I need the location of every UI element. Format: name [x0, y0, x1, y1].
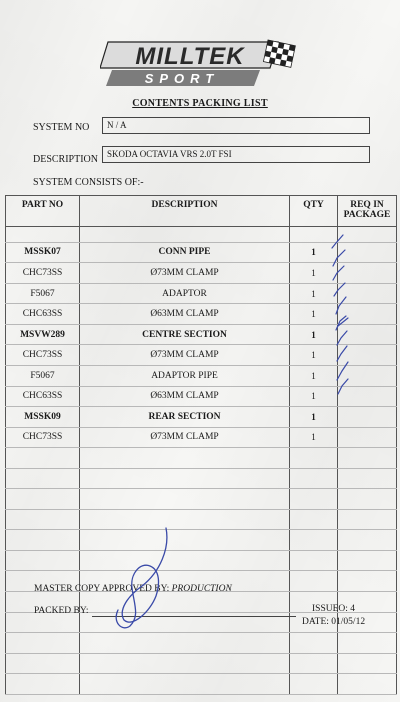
blank-row	[6, 509, 397, 530]
empty-cell	[6, 227, 80, 243]
blank-row	[6, 653, 397, 674]
blank-row	[6, 530, 397, 551]
description-cell: ADAPTOR PIPE	[80, 366, 290, 387]
empty-cell	[338, 509, 397, 530]
part-no-cell: CHC73SS	[6, 263, 80, 284]
system-consists-label: SYSTEM CONSISTS OF:-	[33, 177, 144, 188]
table-row	[6, 283, 397, 304]
header-req-in-package: REQ IN PACKAGE	[338, 196, 397, 227]
empty-cell	[6, 633, 80, 654]
table-row	[6, 324, 397, 345]
empty-cell	[338, 653, 397, 674]
qty-cell: 1	[290, 427, 338, 448]
empty-cell	[80, 653, 290, 674]
empty-cell	[338, 448, 397, 469]
header-description: DESCRIPTION	[80, 196, 290, 227]
part-no-cell: CHC63SS	[6, 386, 80, 407]
qty-cell: 1	[290, 345, 338, 366]
empty-cell	[290, 227, 338, 243]
table-row	[6, 366, 397, 387]
req-in-package-cell	[338, 242, 397, 263]
table-row	[6, 407, 397, 428]
empty-cell	[290, 509, 338, 530]
empty-cell	[290, 653, 338, 674]
empty-cell	[80, 530, 290, 551]
description-cell: REAR SECTION	[80, 407, 290, 428]
req-in-package-cell	[338, 283, 397, 304]
empty-cell	[338, 489, 397, 510]
req-in-package-cell	[338, 427, 397, 448]
master-copy-value: PRODUCTION	[171, 584, 232, 594]
empty-cell	[6, 530, 80, 551]
part-no-cell: F5067	[6, 283, 80, 304]
empty-cell	[290, 489, 338, 510]
description-cell: ADAPTOR	[80, 283, 290, 304]
part-no-cell: MSVW289	[6, 324, 80, 345]
empty-cell	[80, 448, 290, 469]
blank-row	[6, 674, 397, 695]
empty-cell	[290, 448, 338, 469]
issue-number: ISSUEO: 4	[312, 604, 356, 614]
blank-row	[6, 550, 397, 571]
part-no-cell: CHC73SS	[6, 427, 80, 448]
table-row	[6, 427, 397, 448]
table-row	[6, 263, 397, 284]
req-in-package-cell	[338, 407, 397, 428]
table-row	[6, 386, 397, 407]
empty-cell	[80, 509, 290, 530]
table-row	[6, 345, 397, 366]
empty-cell	[338, 530, 397, 551]
packed-by-signature-line	[92, 616, 296, 617]
req-in-package-cell	[338, 324, 397, 345]
empty-cell	[80, 489, 290, 510]
description-cell: Ø73MM CLAMP	[80, 345, 290, 366]
logo-line2: SPORT	[144, 71, 220, 86]
description-cell: Ø63MM CLAMP	[80, 304, 290, 325]
header-part-no: PART NO	[6, 196, 80, 227]
table-header-row	[6, 196, 397, 227]
issue-date: DATE: 01/05/12	[302, 617, 366, 627]
master-copy-label: MASTER COPY APPROVED BY:	[34, 584, 170, 594]
blank-row	[6, 489, 397, 510]
description-cell: Ø73MM CLAMP	[80, 263, 290, 284]
description-field: SKODA OCTAVIA VRS 2.0T FSI	[102, 146, 370, 163]
qty-cell: 1	[290, 366, 338, 387]
part-no-cell: MSSK09	[6, 407, 80, 428]
description-label: DESCRIPTION	[33, 154, 99, 165]
part-no-cell: CHC73SS	[6, 345, 80, 366]
empty-cell	[338, 571, 397, 592]
part-no-cell: MSSK07	[6, 242, 80, 263]
empty-cell	[290, 468, 338, 489]
part-no-cell: CHC63SS	[6, 304, 80, 325]
empty-cell	[338, 633, 397, 654]
empty-cell	[290, 633, 338, 654]
empty-cell	[6, 674, 80, 695]
req-in-package-cell	[338, 304, 397, 325]
req-in-package-cell	[338, 366, 397, 387]
table-row	[6, 242, 397, 263]
master-copy-line	[34, 584, 232, 594]
empty-cell	[6, 550, 80, 571]
table-row	[6, 304, 397, 325]
description-cell: Ø73MM CLAMP	[80, 427, 290, 448]
part-no-cell: F5067	[6, 366, 80, 387]
empty-cell	[290, 550, 338, 571]
milltek-sport-logo	[100, 38, 300, 90]
empty-cell	[338, 674, 397, 695]
empty-cell	[338, 468, 397, 489]
header-qty: QTY	[290, 196, 338, 227]
empty-cell	[6, 489, 80, 510]
empty-cell	[338, 550, 397, 571]
packed-by-label: PACKED BY:	[34, 606, 89, 616]
description-cell: CONN PIPE	[80, 242, 290, 263]
qty-cell: 1	[290, 304, 338, 325]
empty-cell	[6, 468, 80, 489]
empty-cell	[6, 653, 80, 674]
blank-row	[6, 448, 397, 469]
empty-cell	[80, 674, 290, 695]
qty-cell: 1	[290, 386, 338, 407]
empty-cell	[80, 227, 290, 243]
empty-cell	[80, 592, 290, 613]
qty-cell: 1	[290, 283, 338, 304]
qty-cell: 1	[290, 263, 338, 284]
qty-cell: 1	[290, 407, 338, 428]
req-in-package-cell	[338, 263, 397, 284]
req-in-package-cell	[338, 345, 397, 366]
qty-cell: 1	[290, 324, 338, 345]
req-in-package-cell	[338, 386, 397, 407]
description-cell: CENTRE SECTION	[80, 324, 290, 345]
empty-cell	[290, 674, 338, 695]
blank-row	[6, 468, 397, 489]
empty-cell	[6, 509, 80, 530]
document-title: CONTENTS PACKING LIST	[132, 98, 268, 109]
blank-row	[6, 633, 397, 654]
empty-cell	[6, 448, 80, 469]
empty-cell	[338, 227, 397, 243]
empty-cell	[290, 571, 338, 592]
system-no-field: N / A	[102, 117, 370, 134]
empty-cell	[80, 468, 290, 489]
description-cell: Ø63MM CLAMP	[80, 386, 290, 407]
table-spacer-row	[6, 227, 397, 243]
empty-cell	[80, 633, 290, 654]
system-no-label: SYSTEM NO	[33, 122, 90, 133]
logo-line1: MILLTEK	[135, 43, 245, 70]
qty-cell: 1	[290, 242, 338, 263]
empty-cell	[290, 530, 338, 551]
empty-cell	[80, 550, 290, 571]
